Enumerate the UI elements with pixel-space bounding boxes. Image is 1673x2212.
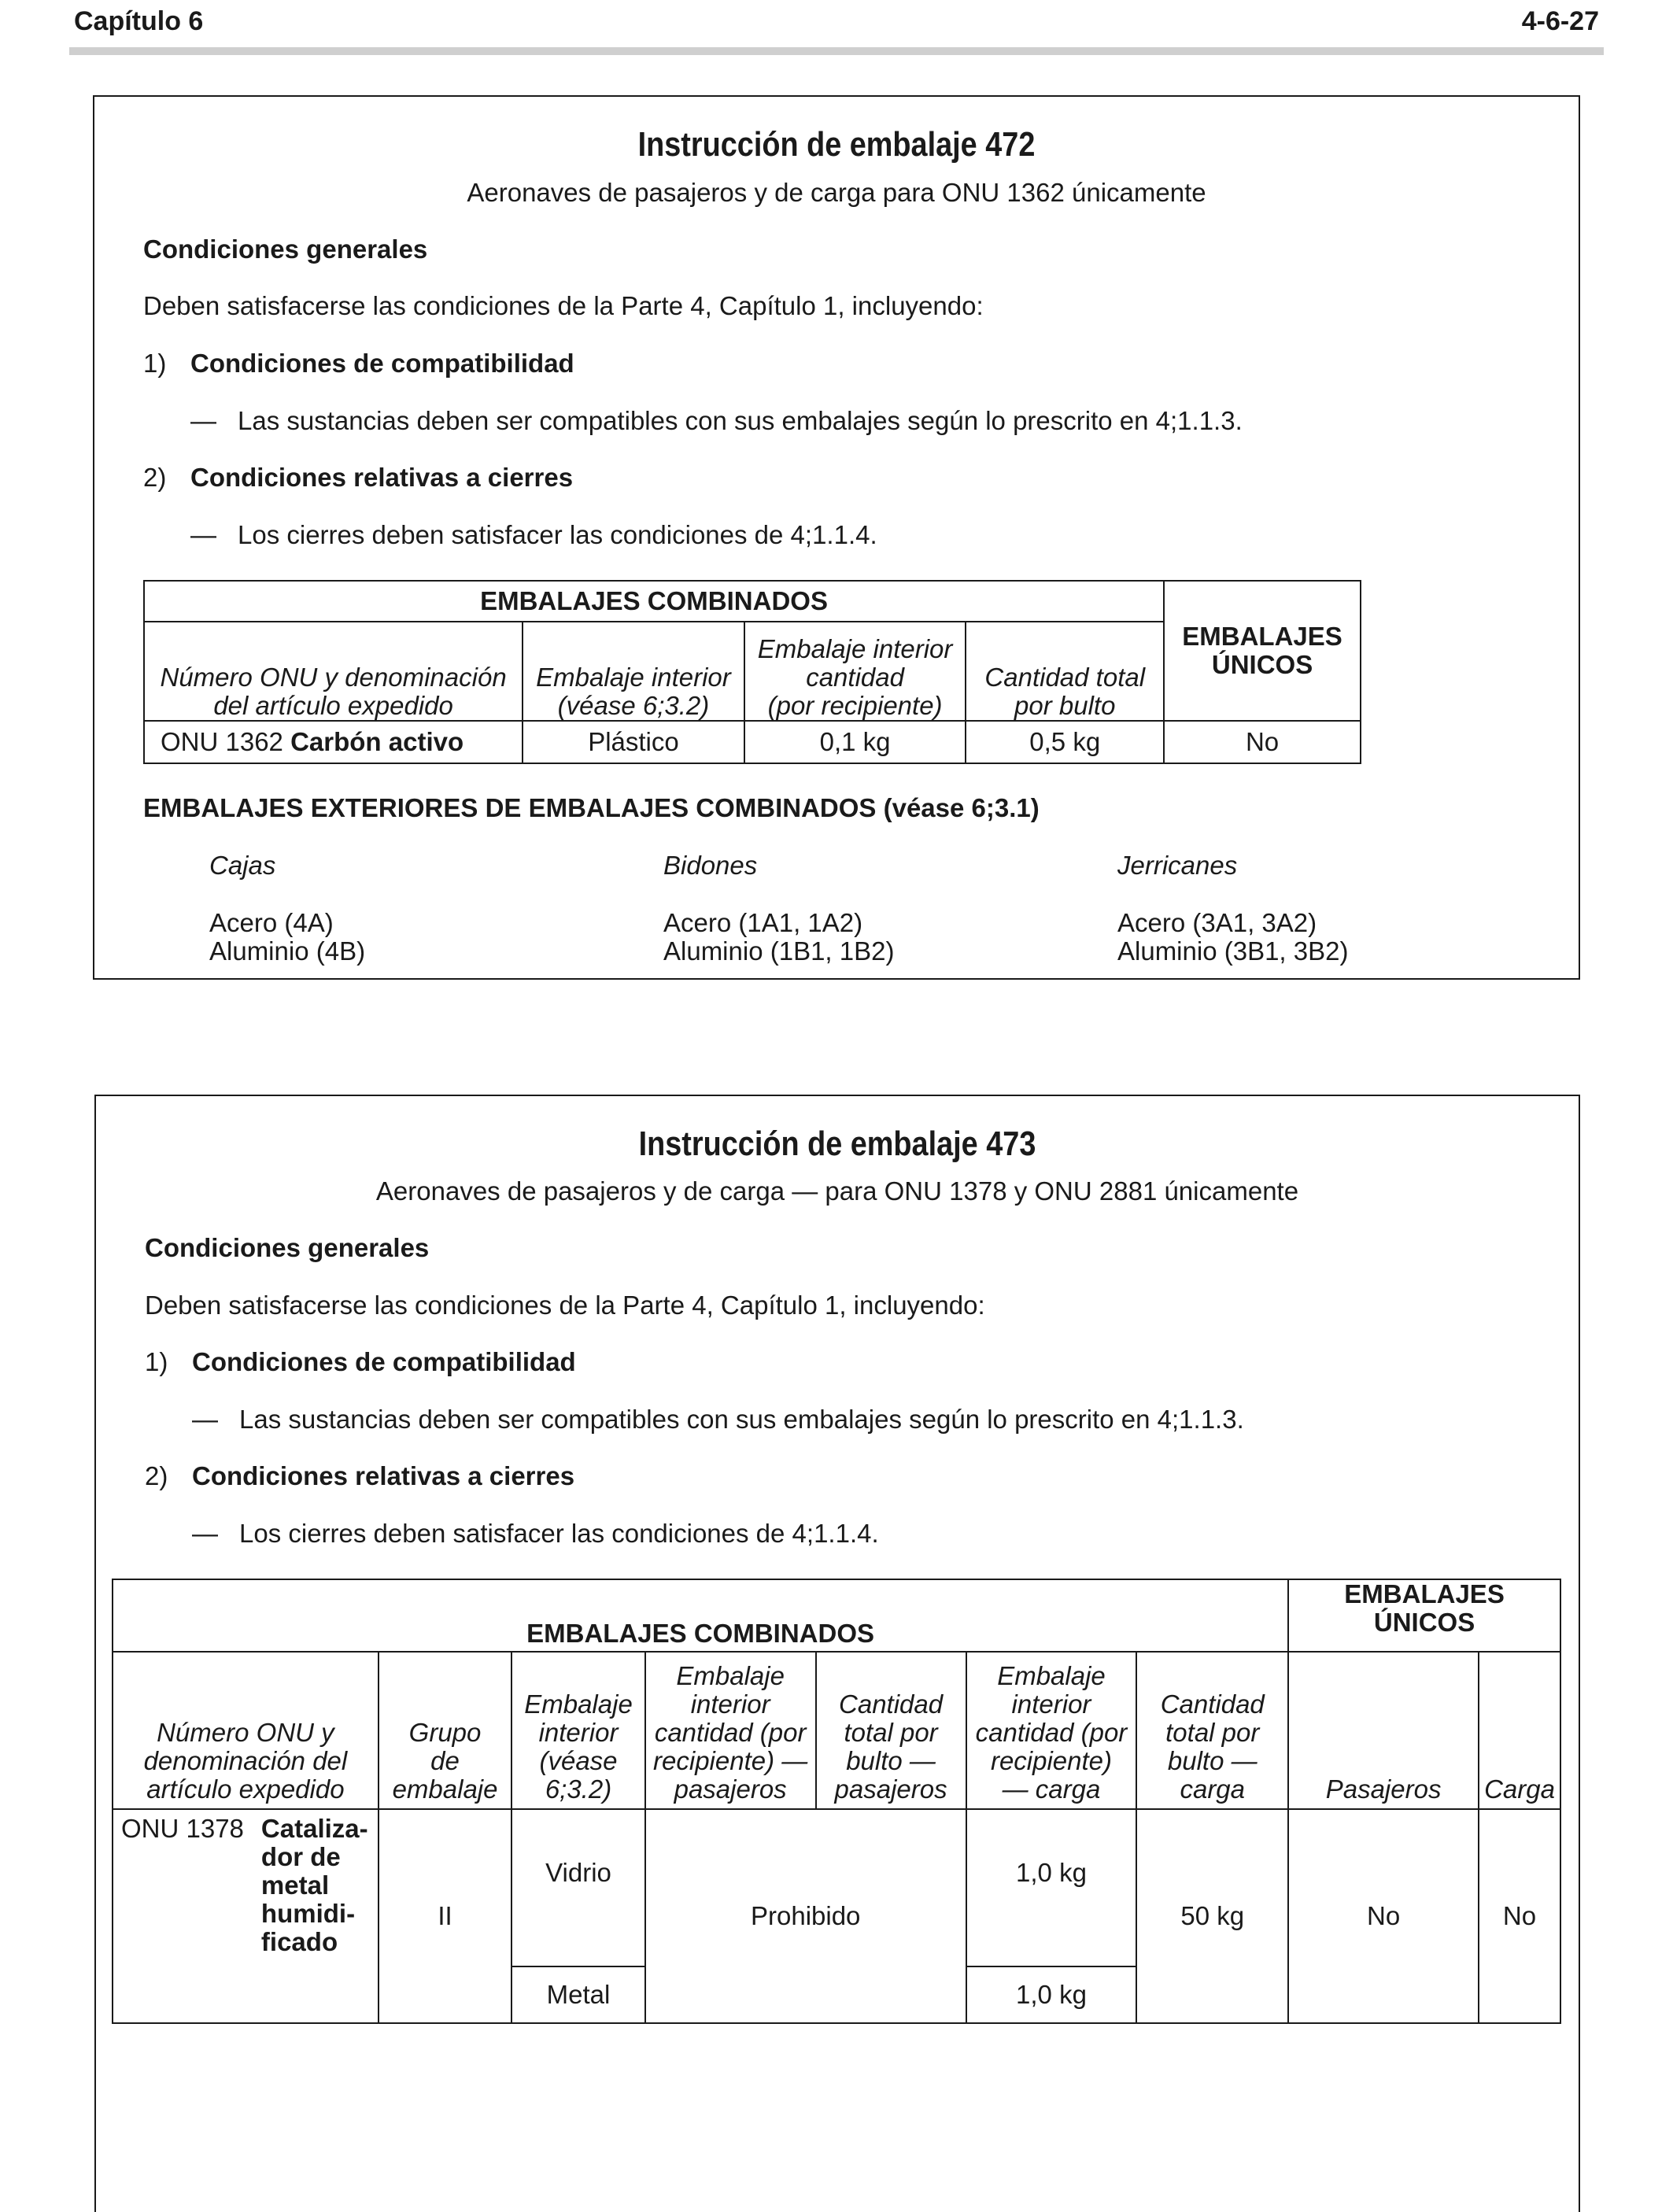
pi472-cell-total: 0,5 kg [966,721,1164,763]
pi473-cell-total-cargo: 50 kg [1136,1809,1288,2023]
pi473-col-inner: Embalaje interior (véase 6;3.2) [512,1652,645,1809]
pi472-outer-col2-a: Acero (1A1, 1A2) [663,908,863,937]
pi473-cell-single-cargo: No [1479,1809,1560,2023]
pi472-cond2-number: 2) [143,463,167,492]
pi472-cond1-text: Las sustancias deben ser compatibles con sus embalajes según lo prescrito en 4;1.1.3. [238,406,1243,435]
pi472-cond2-text: Los cierres deben satisfacer las condiciones de 4;1.1.4. [238,520,877,549]
pi473-cond2-dash: — [192,1519,218,1548]
pi473-cond1-title: Condiciones de compatibilidad [192,1347,576,1376]
pi472-outer-heading: EMBALAJES EXTERIORES DE EMBALAJES COMBINADOS (véase 6;3.1) [143,793,1040,822]
pi473-cond1-number: 1) [145,1347,168,1376]
pi473-col-cargo: Carga [1479,1652,1560,1809]
pi472-col-un: Número ONU y denominación del artículo expedido [144,622,523,721]
pi472-combined-header: EMBALAJES COMBINADOS [144,581,1164,622]
pi472-outer-col2-title: Bidones [663,851,758,880]
pi473-col-total-pax: Cantidad total por bulto — pasajeros [816,1652,966,1809]
pi472-outer-col3-b: Aluminio (3B1, 3B2) [1117,936,1349,966]
pi472-cond1-number: 1) [143,349,167,378]
pi473-col-un: Número ONU y denominación del artículo expedido [113,1652,379,1809]
pi472-cond2-title: Condiciones relativas a cierres [190,463,574,492]
pi473-title: Instrucción de embalaje 473 [638,1124,1036,1163]
pi473-cell-qty-cargo-metal: 1,0 kg [966,1966,1137,2023]
pi472-title: Instrucción de embalaje 472 [637,125,1036,164]
pi473-col-total-cargo: Cantidad total por bulto — carga [1136,1652,1288,1809]
pi472-cell-un: ONU 1362 Carbón activo [144,721,523,763]
packing-instruction-472 [93,95,1580,980]
pi472-outer-col3-a: Acero (3A1, 3A2) [1117,908,1317,937]
pi472-outer-col2-b: Aluminio (1B1, 1B2) [663,936,895,966]
pi473-cell-qty-cargo-glass: 1,0 kg [966,1809,1137,1966]
page-number: 4-6-27 [1521,6,1599,36]
pi473-combined-header: EMBALAJES COMBINADOS [113,1579,1288,1652]
pi473-cell-prohibited: Prohibido [645,1809,966,2023]
packing-instruction-473 [94,1095,1580,2212]
pi472-subtitle: Aeronaves de pasajeros y de carga para ONU 1362 únicamente [467,178,1206,207]
pi473-table [112,1579,1561,2024]
pi473-cell-inner-glass: Vidrio [512,1809,645,1966]
table-row [144,721,1361,763]
pi473-single-header: EMBALAJES ÚNICOS [1288,1579,1560,1652]
pi473-col-qty-cargo: Embalaje interior cantidad (por recipiente) — carga [966,1652,1137,1809]
pi472-col-qty: Embalaje interior cantidad (por recipiente) [744,622,966,721]
pi473-col-pax: Pasajeros [1288,1652,1479,1809]
pi473-cond2-title: Condiciones relativas a cierres [192,1461,575,1490]
pi473-cond2-text: Los cierres deben satisfacer las condiciones de 4;1.1.4. [239,1519,879,1548]
pi472-outer-col3-title: Jerricanes [1117,851,1238,880]
pi472-cell-single: No [1164,721,1361,763]
pi472-cond2-dash: — [190,520,216,549]
pi473-cond1-text: Las sustancias deben ser compatibles con sus embalajes según lo prescrito en 4;1.1.3. [239,1405,1244,1434]
pi472-outer-col1-b: Aluminio (4B) [209,936,366,966]
pi473-cond1-dash: — [192,1405,218,1434]
pi472-cell-inner: Plástico [523,721,744,763]
pi473-cell-un: ONU 1378 Cataliza- dor de metal humidi- ficado [113,1809,379,2023]
pi472-single-header: EMBALAJES ÚNICOS [1164,581,1361,721]
pi472-general-heading: Condiciones generales [143,234,428,264]
pi472-col-total: Cantidad total por bulto [966,622,1164,721]
pi473-cond2-number: 2) [145,1461,168,1490]
pi473-cell-single-pax: No [1288,1809,1479,2023]
pi472-cond1-title: Condiciones de compatibilidad [190,349,574,378]
pi473-cell-group: II [379,1809,512,2023]
pi472-col-inner: Embalaje interior (véase 6;3.2) [523,622,744,721]
table-row [113,1809,1560,1966]
pi472-intro: Deben satisfacerse las condiciones de la Parte 4, Capítulo 1, incluyendo: [143,291,984,320]
pi473-intro: Deben satisfacerse las condiciones de la Parte 4, Capítulo 1, incluyendo: [145,1291,985,1320]
pi472-cond1-dash: — [190,406,216,435]
pi473-general-heading: Condiciones generales [145,1233,430,1262]
pi473-cell-inner-metal: Metal [512,1966,645,2023]
pi472-outer-col1-title: Cajas [209,851,276,880]
header-rule [69,47,1604,55]
pi472-table [143,580,1361,764]
chapter-label: Capítulo 6 [74,6,204,36]
pi473-col-qty-pax: Embalaje interior cantidad (por recipiente) — pasajeros [645,1652,816,1809]
pi472-outer-col1-a: Acero (4A) [209,908,334,937]
pi472-cell-qty: 0,1 kg [744,721,966,763]
pi473-col-group: Grupo de embalaje [379,1652,512,1809]
pi473-subtitle: Aeronaves de pasajeros y de carga — para ONU 1378 y ONU 2881 únicamente [375,1176,1299,1206]
